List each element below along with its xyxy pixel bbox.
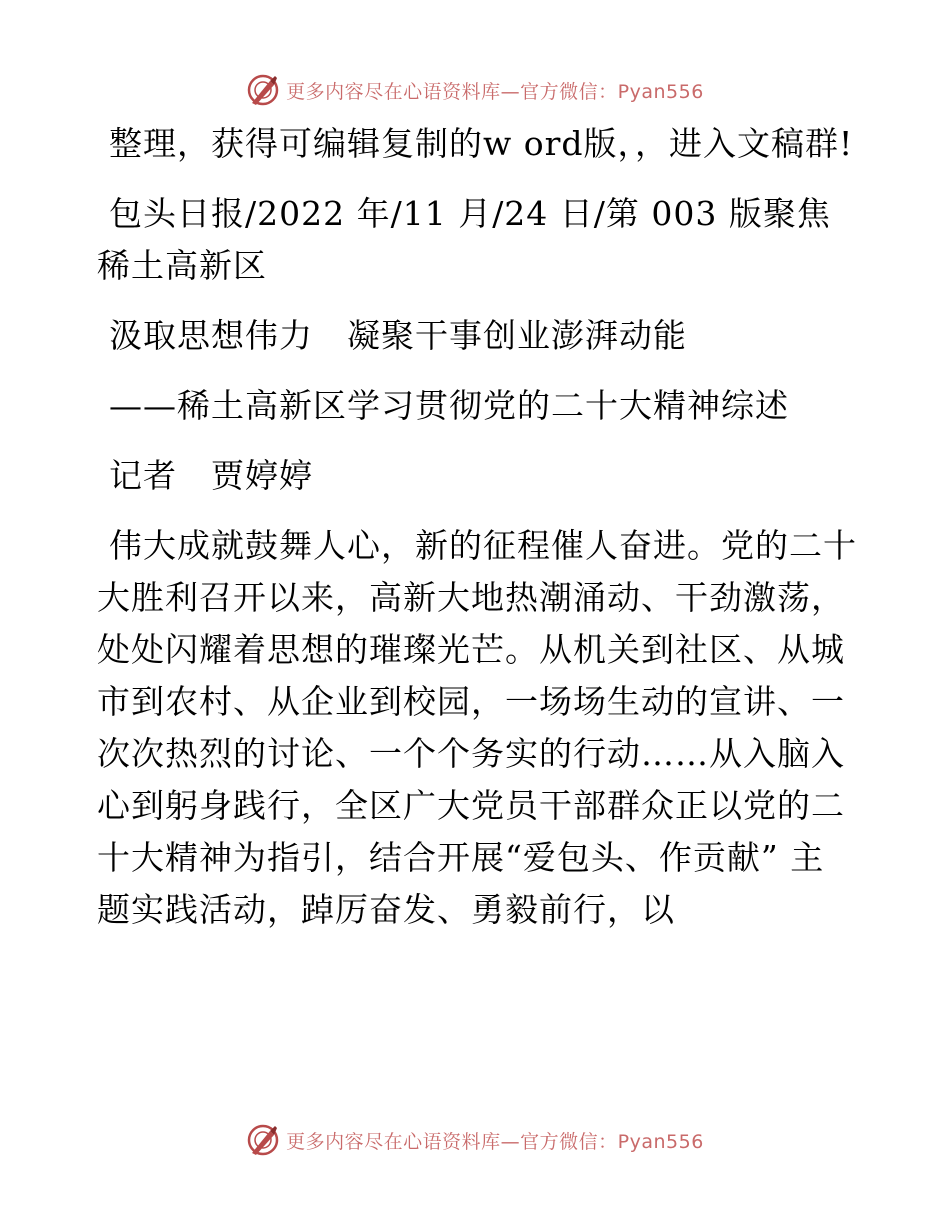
pen-circle-logo-icon xyxy=(246,73,280,107)
byline: 记者 贾婷婷 xyxy=(109,456,313,495)
header-watermark-banner xyxy=(0,70,950,110)
watermark-text: 更多内容尽在心语资料库—官方微信：Pyan556 xyxy=(286,80,704,103)
footer-watermark-banner xyxy=(0,1120,950,1160)
article-title: 汲取思想伟力 凝聚干事创业澎湃动能 xyxy=(109,316,687,355)
intro-paragraph: 整理，获得可编辑复制的w ord版，，进入文稿群! xyxy=(109,124,854,163)
article-subtitle: ——稀土高新区学习贯彻党的二十大精神综述 xyxy=(109,386,789,425)
source-line: 包头日报/2022 年/11 月/24 日/第 003 版聚焦稀土高新区 xyxy=(97,194,831,285)
document-body xyxy=(97,118,857,936)
pen-circle-logo-icon xyxy=(246,1123,280,1157)
watermark-text: 更多内容尽在心语资料库—官方微信：Pyan556 xyxy=(286,1130,704,1153)
body-paragraph: 伟大成就鼓舞人心，新的征程催人奋进。党的二十大胜利召开以来，高新大地热潮涌动、干劲激荡，处处闪耀着思想的璀璨光芒。从机关到社区、从城市到农村、从企业到校园，一场场生动的宣讲、一次次热烈的讨论、一个个务实的行动……从入脑入心到躬身践行，全区广大党员干部群众正以党的二十大精神为指引，结合开展“爱包头、作贡献” 主题实践活动，踔厉奋发、勇毅前行，以 xyxy=(97,526,857,929)
